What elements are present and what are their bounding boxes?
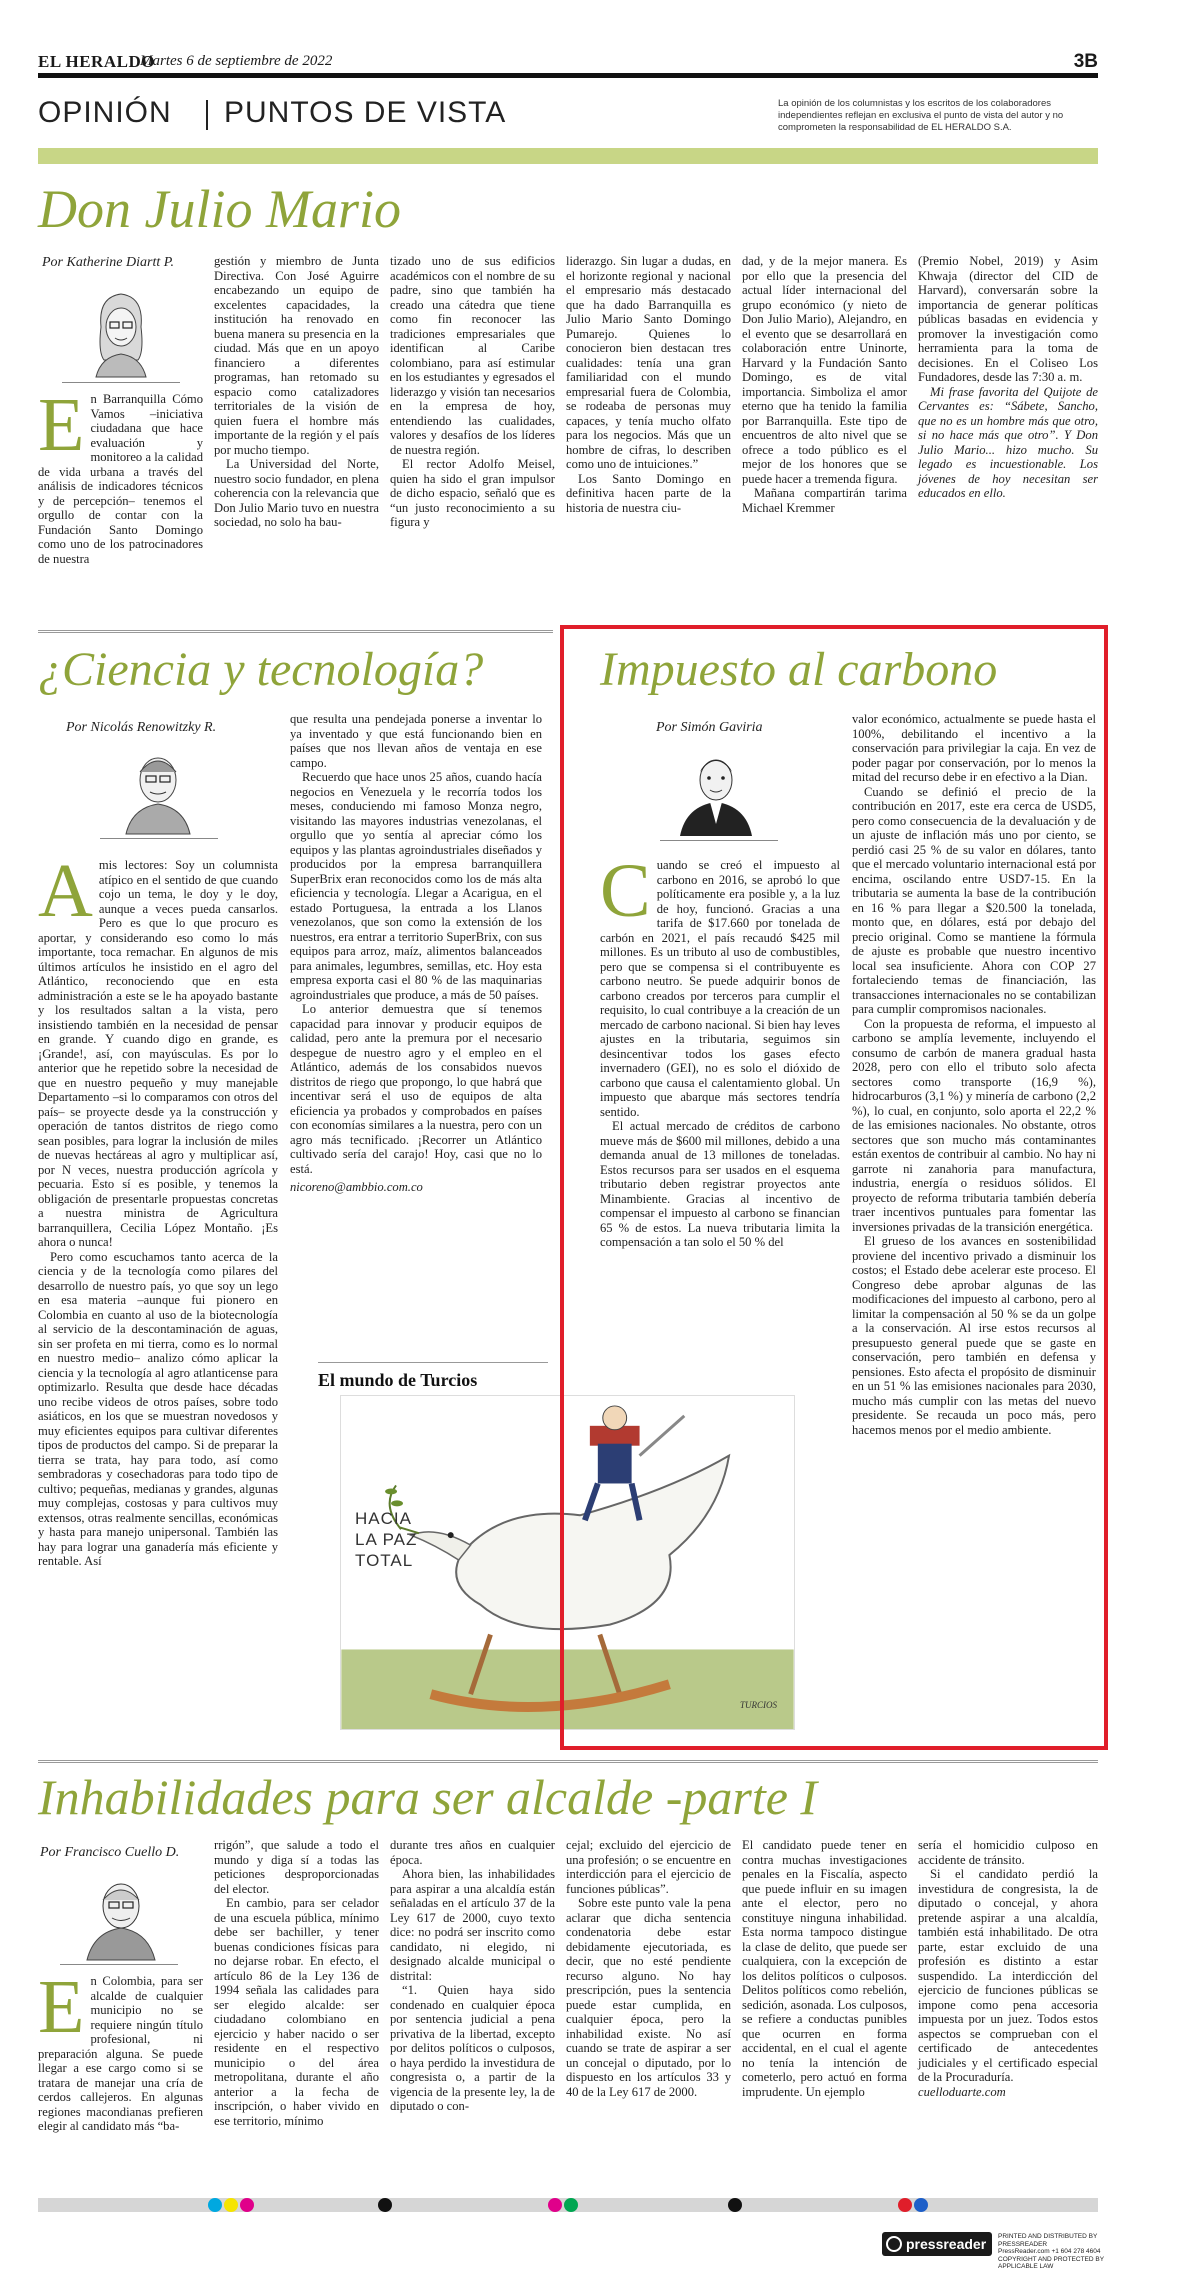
dropcap: E bbox=[38, 1965, 85, 2049]
registration-dot bbox=[240, 2198, 254, 2212]
divider bbox=[38, 630, 553, 633]
section-disclaimer: La opinión de los columnistas y los escritos de los colaboradores independientes reflejan en exclusiva el punto de vista del autor y no comprometen la responsabilidad de EL HERALDO S.A. bbox=[778, 98, 1064, 133]
registration-dot bbox=[208, 2198, 222, 2212]
article1-title: Don Julio Mario bbox=[38, 179, 401, 239]
portrait-sketch-icon bbox=[82, 1868, 160, 1960]
masthead bbox=[38, 50, 1098, 78]
author-email[interactable]: cuelloduarte.com bbox=[918, 2084, 1006, 2099]
author-portrait-1 bbox=[86, 282, 156, 377]
portrait-sketch-icon bbox=[676, 744, 756, 836]
issue-date: Martes 6 de septiembre de 2022 bbox=[140, 53, 333, 69]
registration-dot bbox=[224, 2198, 238, 2212]
article3-col2: valor económico, actualmente se puede hasta el 100%, debilitando el incentivo a la conservación para privilegiar la caja. En vez de poder pagar por conservación, por lo menos la mitad del recurso debe ir en efectivo a la Dian. Cuando se definió el precio de la contribución en 2017, este era cerca de USD5, pero como consecuencia de la devaluación y de un ajuste de inflación más uno por ciento, se perdió casi 25 % de su valor en dólares, tanto que el mercado voluntario internacional está por encima, oscilando entre USD7-15. En la tributaria se aumenta la base de la contribución en 16 % para llegar a $20.500 la tonelada, monto que, en dólares, está por debajo del precio original. Como se mantiene la fórmula de ajuste es probable que nuestro incentivo local sea insuficiente. Ahora con COP 27 fortaleciendo temas de financiación, las transacciones internacionales no se contabilizan para cumplir compromisos nacionales. Con la propuesta de reforma, el impuesto al carbono se amplía levemente, incluyendo el consumo de carbón de manera gradual hasta 2028, pero con ello el tributo solo afecta sectores como transporte (16,9 %), hidrocarburos (3,1 %) y minería de carbono (2,2 %), lo cual, en conjunto, solo aporta el 22,2 % de las emisiones nacionales. No obstante, otros sectores que son mucho más contaminantes están exentos de contribuir al cambio. No hay ni garrote ni zanahoria para manufactura, industria, energía o residuos sólidos. El proyecto de reforma tributaria también debería traer incentivos puntuales para fomentar las inversiones privadas de la transición energética. El grueso de los avances en sostenibilidad proviene del incentivo privado a disminuir los costos; el Estado debe acelerar este proceso. El Congreso debe aprobar algunas de las modificaciones del impuesto al carbono, pero al limitar la compensación al 50 % se da un golpe a la conservación. Al irse estos recursos al presupuesto general puede que se gaste en conservación, pero también en defensa y pensiones. Esto afecta el propósito de disminuir en un 51 % las emisiones nacionales para 2030, mucho más cumplir con las metas del nuevo presidente. Se recauda un poco más, pero hacemos menos por el medio ambiente. bbox=[852, 712, 1096, 1437]
article3-byline: Por Simón Gaviria bbox=[656, 720, 763, 735]
article2-title: ¿Ciencia y tecnología? bbox=[38, 643, 484, 696]
article2-col1: Amis lectores: Soy un columnista atípico en el sentido de que cuando cojo un tema, le doy y le doy, aunque a veces pueda cansarlos. Pero es que lo que procuro es aportar, y considerando eso como lo más importante, toca remachar. En algunos de mis últimos artículos he insistido en el agro del Atlántico, reconociendo que en esta administración a este se le ha apoyado bastante y los resultados saltan a la vista, pero insistiendo también en la necesidad de pensar en grande. Y cuando digo en grande, es ¡Grande!, así, con mayúsculas. Es por lo anterior que he repetido sobre la necesidad de que en nuestro pequeño y muy manejable Departamento –si lo comparamos con otros del país– se proyecte desde ya la construcción y operación de tantos distritos de riego como sean posibles, para lograr la inclusión de miles de nuevas hectáreas al agro y multiplicar así, por N veces, nuestra producción agrícola y pecuaria. Esto sí es posible, y tenemos la obligación de presentarle propuestas concretas a nuestra ministra de Agricultura barranquillera, Cecilia López Montaño. ¡Es ahora o nunca! Pero como escuchamos tanto acerca de la ciencia y de la tecnología como pilares del desarrollo de nuestro país, yo que soy un lego en esa materia –aunque fui pionero en Colombia en cuanto al uso de la biotecnología al servicio de la descontaminación de aguas, sin ser profeta en mi tierra, como es lo normal en nuestro medio– analizo cómo aplicar la ciencia y la tecnología al agro atlanticense para optimizarlo. Resulta que desde hace décadas uno recibe videos de otros países, sobre todo asiáticos, en los que se muestran novedosos y muy eficientes equipos para cultivar diferentes tipos de productos del campo. Si de preparar la tierra se trata, hay para todo, así como sembradoras y cosechadoras para todo tipo de cultivo; pequeñas, medianas y grandes, algunas muy complejas, costosas y para cultivos muy extensos, otras realmente sencillas, económicas y hasta para manejo unipersonal. También las hay para lograr una ganadería más eficiente y rentable. Así bbox=[38, 849, 278, 1568]
author-email[interactable]: nicoreno@ambbio.com.co bbox=[290, 1180, 423, 1194]
article3-title: Impuesto al carbono bbox=[600, 643, 998, 696]
page-number: 3B bbox=[1073, 51, 1098, 72]
dropcap: A bbox=[38, 849, 93, 933]
registration-dot bbox=[564, 2198, 578, 2212]
byline-rule bbox=[660, 840, 778, 841]
article1-col2: gestión y miembro de Junta Directiva. Con José Aguirre encabezando un equipo de excelentes capacidades, la institución ha renovado en buena manera su presencia en la ciudad. Más que en un apoyo financiero a diferentes programas, han retomado su espacio como catalizadores territoriales de la visión de quien fuera el hombre más importante de la región y el país por mucho tiempo. La Universidad del Norte, nuestro socio fundador, en plena coherencia con la relevancia que Don Julio Mario tuvo en nuestra sociedad, no solo ha bau- bbox=[214, 254, 379, 529]
article4-col4: cejal; excluido del ejercicio de una profesión; o se encuentre en interdicción para el ejercicio de funciones públicas”. Sobre este punto vale la pena aclarar que dicha sentencia condenatoria debe estar debidamente ejecutoriada, es decir, que no esté pendiente recurso alguno. No hay prescripción, pues la sentencia puede estar cumplida, en cualquier época, pero la inhabilidad existe. No así cuando se trate de aspirar a ser un concejal o diputado, por lo dispuesto en los artículos 33 y 40 de la Ley 617 de 2000. bbox=[566, 1838, 731, 2099]
portrait-sketch-icon bbox=[86, 282, 156, 377]
dropcap: E bbox=[38, 383, 85, 467]
article4-col5: El candidato puede tener en contra muchas investigaciones penales en la Fiscalía, aspecto que puede influir en su imagen ante el elector, pero no constituye ninguna inhabilidad. Esta norma tampoco distingue la clase de delito, que puede ser cualquiera, con la excepción de los delitos políticos o culposos. Delitos políticos como rebelión, sedición, asonada. Los culposos, se refiere a conductas punibles que ocurren en forma accidental, en el cual el agente no tenía la intención de cometerlo, pero actuó en forma imprudente. Un ejemplo bbox=[742, 1838, 907, 2099]
author-portrait-4 bbox=[82, 1868, 160, 1960]
registration-dot bbox=[914, 2198, 928, 2212]
cartoon-signature: TURCIOS bbox=[740, 1700, 778, 1710]
article4-col3: durante tres años en cualquier época. Ahora bien, las inhabilidades para aspirar a una alcaldía están señaladas en el artículo 37 de la Ley 617 de 2000, cuyo texto dice: no podrá ser inscrito como candidato, ni elegido, ni designado alcalde municipal o distrital: “1. Quien haya sido condenado en cualquier época por sentencia judicial a pena privativa de la libertad, excepto por delitos políticos o culposos, o haya perdido la investidura de congresista o, a partir de la vigencia de la presente ley, la de diputado o con- bbox=[390, 1838, 555, 2113]
author-portrait-3 bbox=[676, 744, 756, 836]
article1-col1: En Barranquilla Cómo Vamos –iniciativa ciudadana que hace evaluación y monitoreo a la calidad de vida urbana a través del análisis de indicadores técnicos y de percepción– tenemos el orgullo de contar con la Fundación Santo Domingo como uno de los patrocinadores de nuestra bbox=[38, 383, 203, 566]
article1-col5: dad, y de la mejor manera. Es por ello que la presencia del actual líder internacional del grupo económico (y nieto de Don Julio Mario), Alejandro, en el evento que se desarrollará en colaboración entre Uninorte, Harvard y la Fundación Santo Domingo, es de vital importancia. Simboliza el amor eterno que ha tenido la familia por Barranquilla. Este tipo de encuentros de alto nivel que se ofrece a todo público es el mejor de los honores que se puede hacer a tremenda figura. Mañana compartirán tarima Michael Kremmer bbox=[742, 254, 907, 515]
section-divider bbox=[206, 100, 208, 130]
article1-col3: tizado uno de sus edificios académicos con el nombre de su padre, sino que también ha creado una cátedra que tiene como fin reconocer las tradiciones empresariales que identifican al Caribe colombiano, para así estimular en los estudiantes y egresados el liderazgo y visión tan necesarios en la empresa de hoy, entendiendo las cualidades, valores y desafíos de los líderes de nuestra región. El rector Adolfo Meisel, quien ha sido el gran impulsor de dicho espacio, señaló que es “un justo reconocimiento a su figura y bbox=[390, 254, 555, 529]
article4-byline: Por Francisco Cuello D. bbox=[40, 1845, 180, 1860]
article1-byline: Por Katherine Diartt P. bbox=[42, 255, 174, 270]
dropcap: C bbox=[600, 849, 651, 933]
section-name: OPINIÓN bbox=[38, 96, 172, 129]
pressreader-icon bbox=[886, 2236, 902, 2252]
article2-col2: que resulta una pendejada ponerse a inventar lo ya inventado y que está funcionando bien en países que nos llevan años de ventaja en ese campo. Recuerdo que hace unos 25 años, cuando hacía negocios en Venezuela y le recorría todos los meses, conduciendo mi famoso Monza negro, visitando las mayores industrias venezolanas, el orgullo que yo sentía al apreciar cómo los equipos y las plantas agroindustriales diseñados y producidos por la empresa barranquillera SuperBrix eran reconocidos como los de más alta eficiencia y tecnología. Llegar a Acarigua, en el estado Portuguesa, la entrada a los Llanos venezolanos, que son como la extensión de los nuestros, era entrar a territorio SuperBrix, con sus equipos para arroz, maíz, alimentos balanceados para animales, legumbres, semillas, etc. Hoy esta empresa exporta casi el 80 % de las maquinarias agroindustriales que produce, a más de 50 países. Lo anterior demuestra que sí tenemos capacidad para innovar y producir equipos de calidad, pero ante la premura por el necesario despegue de nuestro agro y el empleo en el Atlántico, además de los consabidos nuevos distritos de riego que propongo, lo que habrá que incentivar será el uso de equipos de alta eficiencia ya probados y comprobados en países con economías similares a la nuestra, pero con un agro más tecnificado. ¡Recorrer un Atlántico cultivado sería del carajo! Hoy, casi que no lo está. nicoreno@ambbio.com.co bbox=[290, 712, 542, 1194]
portrait-sketch-icon bbox=[120, 742, 195, 834]
registration-dot bbox=[378, 2198, 392, 2212]
article1-col6: (Premio Nobel, 2019) y Asim Khwaja (director del CID de Harvard), conversarán sobre la importancia de generar políticas públicas basadas en evidencia y promover la investigación como herramienta para la toma de decisiones. En el Coliseo Los Fundadores, desde las 7:30 a. m. Mi frase favorita del Quijote de Cervantes es: “Sábete, Sancho, que no es un hombre más que otro, si no hace más que otro”. Y Don Julio Mario... hizo mucho. Su legado es incuestionable. Los jóvenes de hoy necesitan ser educados en ello. bbox=[918, 254, 1098, 500]
registration-dot bbox=[898, 2198, 912, 2212]
pressreader-badge[interactable] bbox=[882, 2232, 1104, 2270]
divider bbox=[318, 1362, 548, 1363]
article4-col1: En Colombia, para ser alcalde de cualquier municipio no se requiere ningún título profesional, ni preparación alguna. Se puede llegar a ese cargo como si se tratara de manejar una cría de cerdos callejeros. En algunas regiones macondianas prefieren elegir al candidato más “ba- bbox=[38, 1965, 203, 2133]
article4-title: Inhabilidades para ser alcalde -parte I bbox=[38, 1769, 818, 1825]
registration-dot bbox=[548, 2198, 562, 2212]
article4-col6: sería el homicidio culposo en accidente de tránsito. Si el candidato perdió la investidura de congresista, la de diputado o concejal, y ahora pretende aspirar a una alcaldía, también está inhabilitado. De otra parte, estar excluido de una profesión es distinto a estar suspendido. La interdicción del ejercicio de funciones públicas se impone como pena accesoria impuesta por un juez. Todos estos aspectos se comprueban con el certificado de antecedentes judiciales y el certificado especial de la Procuraduría. cuelloduarte.com bbox=[918, 1838, 1098, 2099]
registration-dot bbox=[728, 2198, 742, 2212]
cartoon-caption: HACIA LA PAZ TOTAL bbox=[355, 1509, 418, 1570]
article4-col2: rrigón”, que salude a todo el mundo y diga sí a todas las peticiones desproporcionadas del elector. En cambio, para ser celador de una escuela pública, mínimo debe ser bachiller, y tener buenas condiciones físicas para no dejarse robar. En efecto, el artículo 86 de la Ley 136 de 1994 señala las calidades para ser elegido alcalde: ser ciudadano colombiano en ejercicio y haber nacido o ser residente en el respectivo municipio o del área metropolitana, durante el año anterior a la fecha de inscripción, o haber vivido en ese territorio, mínimo bbox=[214, 1838, 379, 2128]
section-subname: PUNTOS DE VISTA bbox=[224, 96, 507, 129]
article3-col1: Cuando se creó el impuesto al carbono en 2016, se aprobó lo que políticamente era posible y, a la luz de hoy, funcionó. Gracias a una tarifa de $17.660 por tonelada de carbón en 2021, el país recaudó $425 mil millones. Es un tributo al uso de combustibles, pero que se compensa si el contribuyente es carbono neutro. Se puede adquirir bonos de carbono creados por terceros para cumplir el requisito, lo cual contribuye a la creación de un mercado de carbono nacional. Si bien hay leves ajustes en la tributaria, seguimos sin desincentivar todos los gases efecto invernadero (GEI), no es solo el dióxido de carbono que causa el calentamiento global. Un impuesto que abarque más sectores tendría sentido. El actual mercado de créditos de carbono mueve más de $600 mil millones, debido a una demanda anual de 13 millones de toneladas. Estos recursos para ser usados en el esquema tributario deben registrar proyectos ante Minambiente. Gracias al incentivo de compensar el impuesto al carbono se financian 65 % de estos. La nueva tributaria limita la compensación a tan solo el 50 % del bbox=[600, 849, 840, 1249]
cartoon-title: El mundo de Turcios bbox=[318, 1370, 478, 1390]
pressreader-notice: PRINTED AND DISTRIBUTED BY PRESSREADER PressReader.com +1 604 278 4604 COPYRIGHT AND PROTECTED BY APPLICABLE LAW bbox=[998, 2233, 1104, 2270]
article1-col4: liderazgo. Sin lugar a dudas, en el horizonte regional y nacional el empresario más destacado que ha dado Barranquilla es Julio Mario Santo Domingo Pumarejo. Quienes lo conocieron bien destacan tres cualidades: tenía una gran familiaridad con el mundo empresarial fuera de Colombia, se rodeaba de personas muy capaces, y tenía mucho olfato para los negocios. Más que un hombre de cifras, lo describen como uno de intuiciones.” Los Santo Domingo en definitiva hacen parte de la historia de nuestra ciu- bbox=[566, 254, 731, 515]
newspaper-name: EL HERALDO bbox=[38, 52, 155, 71]
author-portrait-2 bbox=[120, 742, 195, 834]
divider bbox=[38, 1760, 1098, 1763]
section-header bbox=[38, 90, 1098, 140]
section-green-rule bbox=[38, 148, 1098, 164]
article2-byline: Por Nicolás Renowitzky R. bbox=[66, 720, 217, 735]
print-color-bar bbox=[38, 2198, 1098, 2212]
pressreader-logo[interactable]: pressreader bbox=[882, 2232, 992, 2256]
byline-rule bbox=[100, 838, 218, 839]
